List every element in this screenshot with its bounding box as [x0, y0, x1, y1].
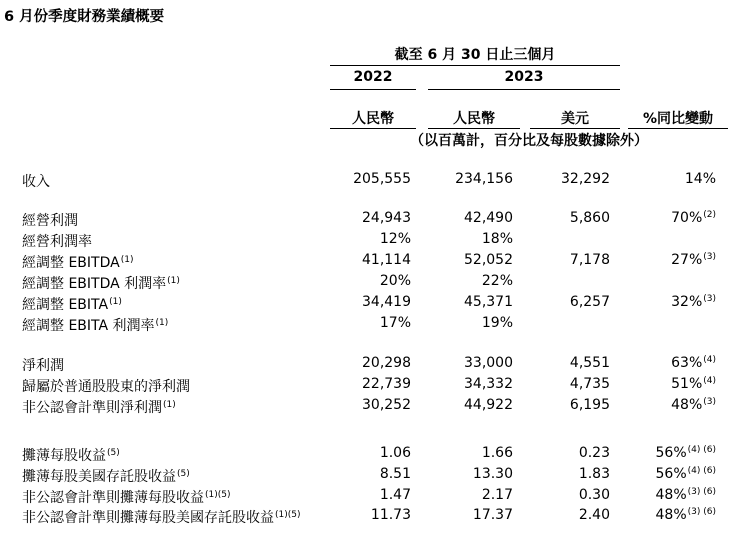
- yoy-footnote: (2): [703, 210, 716, 220]
- cell-2023-rmb: 13.30: [472, 466, 513, 482]
- cell-2023-usd: 1.83: [578, 466, 610, 482]
- row-label: [22, 466, 190, 486]
- row-label: [22, 315, 168, 335]
- page-title: 6 月份季度財務業績概要: [4, 9, 165, 25]
- period-rule: [330, 65, 620, 66]
- cell-2022-rmb: 20,298: [362, 355, 411, 371]
- yoy-footnote: (3): [703, 294, 716, 304]
- row-label-text: 攤薄每股收益: [22, 448, 106, 464]
- row-label-footnote: (1): [163, 400, 176, 410]
- cell-yoy-change: [656, 507, 716, 523]
- col-rule-3: [530, 128, 620, 129]
- cell-yoy-change: [671, 294, 716, 310]
- cell-2022-rmb: 17%: [379, 315, 411, 331]
- row-label-text: 經調整 EBITA: [22, 297, 109, 313]
- row-label: [22, 273, 180, 293]
- row-label-footnote: (1): [109, 297, 122, 307]
- yoy-footnote: (4): [703, 376, 716, 386]
- yoy-value: 56%: [655, 466, 687, 482]
- col-rule-1: [330, 128, 416, 129]
- col-yoy-header: %同比變動: [642, 111, 714, 127]
- cell-2023-usd: 6,195: [569, 397, 610, 413]
- cell-2023-rmb: 18%: [481, 231, 513, 247]
- year-2023-rule: [428, 89, 620, 90]
- yoy-footnote: (4): [703, 355, 716, 365]
- period-header: 截至 6 月 30 日止三個月: [394, 47, 556, 63]
- cell-yoy-change: [671, 252, 716, 268]
- cell-2023-rmb: 33,000: [464, 355, 513, 371]
- row-label-text: 收入: [22, 174, 50, 190]
- cell-2023-usd: 4,735: [569, 376, 610, 392]
- units-note: （以百萬計，百分比及每股數據除外）: [410, 133, 648, 149]
- row-label-text: 經營利潤: [22, 213, 78, 229]
- cell-2022-rmb: 41,114: [362, 252, 411, 268]
- col-rmb-2023-header: 人民幣: [453, 111, 495, 127]
- cell-2023-usd: 0.23: [578, 445, 610, 461]
- cell-yoy-change: [656, 445, 716, 461]
- year-2022-rule: [330, 89, 416, 90]
- row-label: [22, 171, 50, 191]
- cell-2023-rmb: 234,156: [455, 171, 513, 187]
- row-label-footnote: (5): [177, 469, 190, 479]
- cell-2023-rmb: 2.17: [481, 487, 513, 503]
- cell-2023-usd: 0.30: [578, 487, 610, 503]
- row-label: [22, 376, 190, 396]
- yoy-footnote: (4) (6): [687, 466, 716, 476]
- cell-2023-usd: 5,860: [569, 210, 610, 226]
- cell-2022-rmb: 12%: [379, 231, 411, 247]
- yoy-value: 48%: [655, 487, 687, 503]
- row-label-text: 經調整 EBITA 利潤率: [22, 318, 155, 334]
- year-2023-header: 2023: [504, 69, 544, 85]
- row-label-text: 攤薄每股美國存託股收益: [22, 469, 176, 485]
- yoy-footnote: (3): [703, 397, 716, 407]
- cell-yoy-change: [671, 355, 716, 371]
- cell-yoy-change: [671, 376, 716, 392]
- yoy-footnote: (4) (6): [687, 445, 716, 455]
- yoy-value: 48%: [671, 397, 703, 413]
- cell-2023-rmb: 1.66: [481, 445, 513, 461]
- col-usd-header: 美元: [561, 111, 589, 127]
- row-label-text: 非公認會計準則淨利潤: [22, 400, 162, 416]
- row-label-text: 經營利潤率: [22, 234, 92, 250]
- cell-2023-rmb: 52,052: [464, 252, 513, 268]
- cell-2022-rmb: 34,419: [362, 294, 411, 310]
- row-label-footnote: (1)(5): [205, 490, 231, 500]
- cell-2023-rmb: 19%: [481, 315, 513, 331]
- yoy-value: 63%: [671, 355, 703, 371]
- yoy-value: 32%: [671, 294, 703, 310]
- col-rmb-2022-header: 人民幣: [352, 111, 394, 127]
- cell-2023-usd: 7,178: [569, 252, 610, 268]
- row-label-footnote: (1): [167, 276, 180, 286]
- row-label: [22, 397, 176, 417]
- cell-2022-rmb: 24,943: [362, 210, 411, 226]
- col-rule-4: [628, 128, 728, 129]
- cell-2022-rmb: 1.06: [379, 445, 411, 461]
- cell-2022-rmb: 22,739: [362, 376, 411, 392]
- row-label-text: 歸屬於普通股股東的淨利潤: [22, 379, 190, 395]
- cell-2022-rmb: 1.47: [379, 487, 411, 503]
- cell-2023-rmb: 34,332: [464, 376, 513, 392]
- yoy-value: 51%: [671, 376, 703, 392]
- cell-yoy-change: [685, 171, 716, 187]
- cell-yoy-change: [656, 466, 716, 482]
- row-label: [22, 294, 122, 314]
- yoy-footnote: (3): [703, 252, 716, 262]
- cell-2023-usd: 4,551: [569, 355, 610, 371]
- row-label-footnote: (1): [155, 318, 169, 328]
- yoy-footnote: (3) (6): [687, 507, 716, 517]
- row-label: [22, 487, 231, 507]
- yoy-value: 48%: [655, 507, 687, 523]
- row-label: [22, 231, 92, 251]
- cell-2023-usd: 2.40: [578, 507, 610, 523]
- row-label-footnote: (1): [120, 255, 134, 265]
- row-label-text: 非公認會計準則攤薄每股收益: [22, 490, 204, 506]
- cell-2023-rmb: 22%: [481, 273, 513, 289]
- cell-2023-usd: 6,257: [569, 294, 610, 310]
- row-label: [22, 210, 78, 230]
- cell-2023-rmb: 44,922: [464, 397, 513, 413]
- cell-yoy-change: [671, 397, 716, 413]
- yoy-value: 70%: [671, 210, 703, 226]
- cell-2023-usd: 32,292: [561, 171, 610, 187]
- row-label: [22, 355, 64, 375]
- row-label-text: 經調整 EBITDA: [22, 255, 120, 271]
- row-label-text: 非公認會計準則攤薄每股美國存託股收益: [22, 510, 274, 526]
- yoy-value: 56%: [655, 445, 687, 461]
- row-label: [22, 445, 120, 465]
- row-label-text: 經調整 EBITDA 利潤率: [22, 276, 167, 292]
- cell-2023-rmb: 17.37: [472, 507, 513, 523]
- row-label-text: 淨利潤: [22, 358, 64, 374]
- cell-yoy-change: [656, 487, 716, 503]
- row-label: [22, 252, 133, 272]
- yoy-footnote: (3) (6): [687, 487, 716, 497]
- col-rule-2: [428, 128, 520, 129]
- cell-2022-rmb: 8.51: [379, 466, 411, 482]
- yoy-value: 27%: [671, 252, 703, 268]
- cell-2023-rmb: 42,490: [464, 210, 513, 226]
- cell-2022-rmb: 20%: [379, 273, 411, 289]
- row-label: [22, 507, 301, 527]
- row-label-footnote: (5): [107, 448, 120, 458]
- yoy-value: 14%: [684, 171, 716, 187]
- cell-2022-rmb: 30,252: [362, 397, 411, 413]
- cell-2022-rmb: 11.73: [370, 507, 411, 523]
- year-2022-header: 2022: [353, 69, 393, 85]
- cell-2023-rmb: 45,371: [464, 294, 513, 310]
- row-label-footnote: (1)(5): [275, 510, 301, 520]
- cell-yoy-change: [671, 210, 716, 226]
- cell-2022-rmb: 205,555: [353, 171, 411, 187]
